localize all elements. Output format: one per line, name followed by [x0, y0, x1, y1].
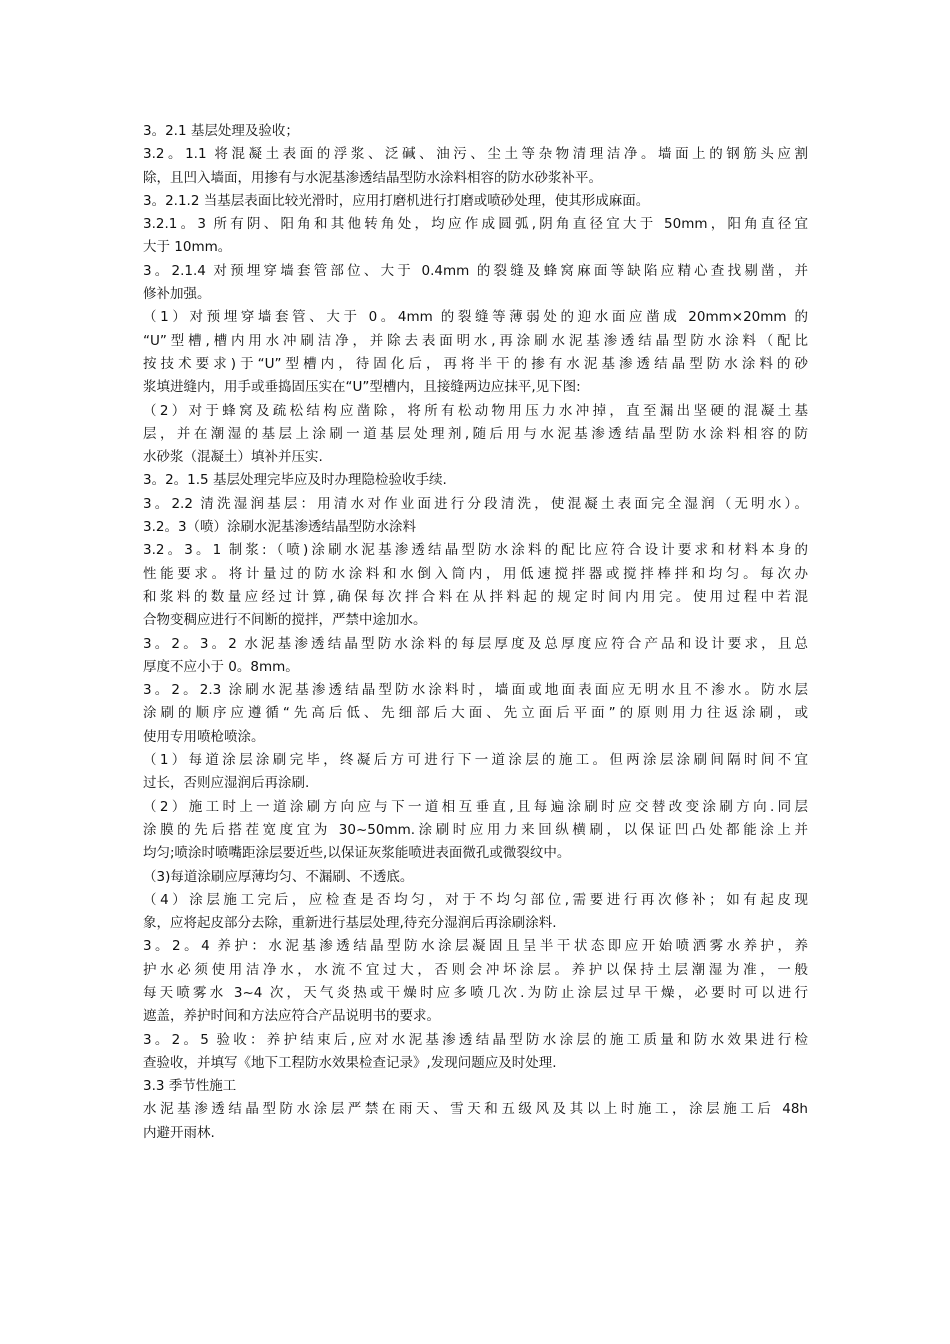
- document-body: [143, 120, 808, 1145]
- text-line: 性能要求。将计量过的防水涂料和水倒入筒内，用低速搅拌器或搅拌棒拌和均匀。每次办: [143, 565, 808, 582]
- text-line: （3)每道涂刷应厚薄均匀、不漏刷、不透底。: [143, 868, 414, 885]
- text-line: 使用专用喷枪喷涂。: [143, 728, 265, 745]
- text-line: 水泥基渗透结晶型防水涂层严禁在雨天、雪天和五级风及其以上时施工，涂层施工后 48h: [143, 1101, 808, 1118]
- text-line: 3。2.1.4 对预埋穿墙套管部位、大于 0.4mm 的裂缝及蜂窝麻面等缺陷应精心查找剔凿，并: [143, 262, 808, 279]
- text-line: “U”型槽,槽内用水冲刷洁净，并除去表面明水,再涂刷水泥基渗透结晶型防水涂料（配比: [143, 332, 808, 349]
- text-line: 3.2。1.1 将混凝土表面的浮浆、泛碱、油污、尘土等杂物清理洁净。墙面上的钢筋头应割: [143, 146, 808, 163]
- text-line: 和浆料的数量应经过计算,确保每次拌合料在从拌料起的规定时间内用完。使用过程中若混: [143, 588, 808, 605]
- text-line: 3.2.1。3 所有阴、阳角和其他转角处，均应作成圆弧,阴角直径宜大于 50mm，阳角直径宜: [143, 216, 808, 233]
- text-line: 合物变稠应进行不间断的搅拌，严禁中途加水。: [143, 612, 427, 629]
- text-line: 遮盖，养护时间和方法应符合产品说明书的要求。: [143, 1008, 440, 1025]
- text-line: 3。2。2.3 涂刷水泥基渗透结晶型防水涂料时，墙面或地面表面应无明水且不渗水。防水层: [143, 682, 808, 699]
- text-line: （2）施工时上一道涂刷方向应与下一道相互垂直,且每遍涂刷时应交替改变涂刷方向.同层: [143, 798, 808, 815]
- text-line: 涂膜的先后搭茬宽度宜为 30~50mm.涂刷时应用力来回纵横刷，以保证凹凸处都能涂上并: [143, 821, 808, 838]
- text-line: 3.2。3。1 制浆:（喷)涂刷水泥基渗透结晶型防水涂料的配比应符合设计要求和材料本身的: [143, 542, 808, 559]
- text-line: 除，且凹入墙面，用掺有与水泥基渗透结晶型防水涂料相容的防水砂浆补平。: [143, 169, 602, 186]
- text-line: 3。2.2 清洗湿润基层：用清水对作业面进行分段清洗，使混凝土表面完全湿润（无明水）。: [143, 495, 808, 512]
- text-line: 涂刷的顺序应遵循“先高后低、先细部后大面、先立面后平面”的原则用力往返涂刷，或: [143, 705, 808, 722]
- text-line: 厚度不应小于 0。8mm。: [143, 658, 299, 675]
- text-line: 3.3 季节性施工: [143, 1078, 237, 1095]
- text-line: （2）对于蜂窝及疏松结构应凿除，将所有松动物用压力水冲掉，直至漏出坚硬的混凝土基: [143, 402, 808, 419]
- text-line: 均匀;喷涂时喷嘴距涂层要近些,以保证灰浆能喷进表面微孔或微裂纹中。: [143, 845, 571, 862]
- text-line: 每天喷雾水 3~4 次，天气炎热或干燥时应多喷几次.为防止涂层过早干燥，必要时可以进行: [143, 984, 808, 1001]
- text-line: 3。2。1.5 基层处理完毕应及时办理隐检验收手续.: [143, 472, 447, 489]
- text-line: （4）涂层施工完后，应检查是否均匀，对于不均匀部位,需要进行再次修补；如有起皮现: [143, 891, 808, 908]
- text-line: 修补加强。: [143, 286, 211, 303]
- text-line: （1）每道涂层涂刷完毕，终凝后方可进行下一道涂层的施工。但两涂层涂刷间隔时间不宜: [143, 752, 808, 769]
- text-line: 浆填进缝内，用手或垂捣固压实在“U”型槽内，且接缝两边应抹平,见下图:: [143, 379, 581, 396]
- text-line: 3。2.1 基层处理及验收；: [143, 123, 299, 139]
- text-line: 3。2。5 验收：养护结束后,应对水泥基渗透结晶型防水涂层的施工质量和防水效果进行检: [143, 1031, 808, 1048]
- text-line: 水砂浆（混凝土）填补并压实.: [143, 449, 323, 466]
- text-line: （1）对预埋穿墙套管、大于 0。4mm 的裂缝等薄弱处的迎水面应凿成 20mm×20mm 的: [143, 309, 808, 326]
- text-line: 大于 10mm。: [143, 239, 232, 256]
- text-line: 象，应将起皮部分去除，重新进行基层处理,待充分湿润后再涂刷涂料.: [143, 915, 557, 932]
- text-line: 过长，否则应湿润后再涂刷.: [143, 775, 310, 792]
- text-line: 按技术要求)于“U”型槽内，待固化后，再将半干的掺有水泥基渗透结晶型防水涂料的砂: [143, 355, 808, 372]
- text-line: 3。2。4 养护：水泥基渗透结晶型防水涂层凝固且呈半干状态即应开始喷洒雾水养护，养: [143, 938, 808, 955]
- text-line: 层，并在潮湿的基层上涂刷一道基层处理剂,随后用与水泥基渗透结晶型防水涂料相容的防: [143, 425, 808, 442]
- text-line: 3。2。3。2 水泥基渗透结晶型防水涂料的每层厚度及总厚度应符合产品和设计要求，且总: [143, 635, 808, 652]
- text-line: 查验收，并填写《地下工程防水效果检查记录》,发现问题应及时处理.: [143, 1054, 557, 1071]
- text-line: 3.2。3（喷）涂刷水泥基渗透结晶型防水涂料: [143, 519, 417, 536]
- text-line: 3。2.1.2 当基层表面比较光滑时，应用打磨机进行打磨或喷砂处理，使其形成麻面。: [143, 192, 650, 209]
- text-line: 护水必须使用洁净水，水流不宜过大，否则会冲坏涂层。养护以保持土层潮湿为准，一般: [143, 961, 808, 978]
- text-line: 内避开雨林.: [143, 1124, 215, 1141]
